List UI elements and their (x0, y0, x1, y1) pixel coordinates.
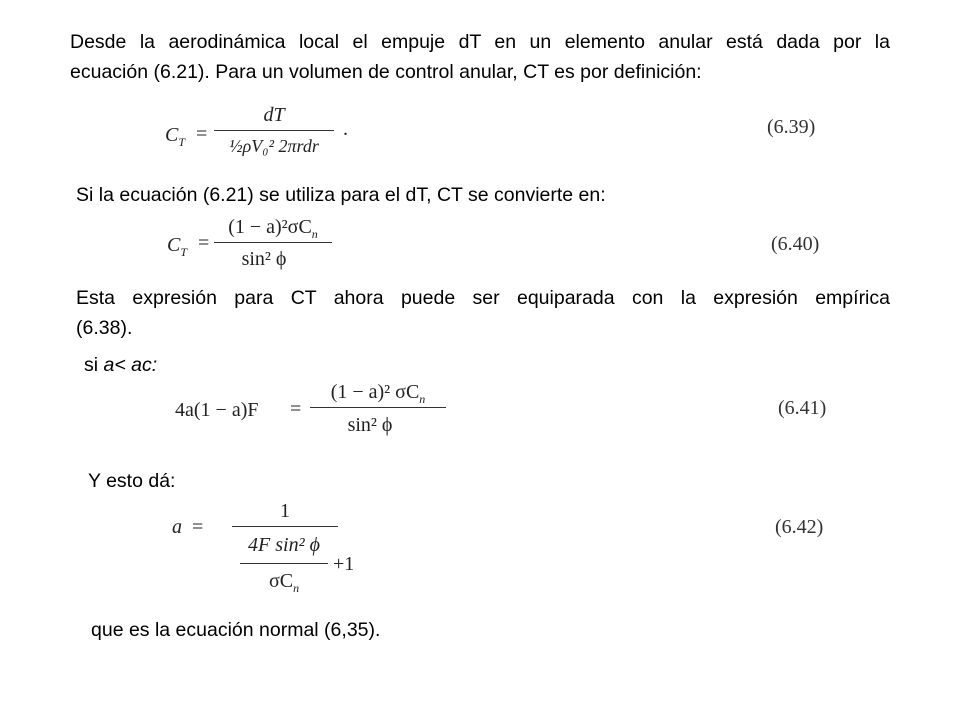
eq641-denominator: sin² ϕ (347, 414, 393, 436)
eq642-numerator: 1 (280, 500, 290, 522)
eq640-denominator: sin² ϕ (241, 248, 287, 270)
eq642-lhs: a (172, 516, 182, 538)
eq640-lhs: $C_T$ (167, 234, 188, 259)
eq641-fraction-bar (310, 407, 446, 408)
eq642-inner-denominator: $\sigma C_n$ (268, 570, 300, 595)
eq639-trailing-dot: . (343, 118, 348, 140)
paragraph-3-line-2: (6.38). (76, 317, 133, 339)
paragraph-3-line-1: Esta expresión para CT ahora puede ser equiparada con la expresión empírica (76, 287, 890, 309)
eq640-fraction-bar (214, 242, 332, 243)
paragraph-6: que es la ecuación normal (6,35). (91, 619, 381, 641)
eq639-denominator: ½ρV₀² 2πrdr (229, 136, 319, 156)
eq642-inner-fraction-bar (240, 563, 328, 564)
eq640-equals: = (198, 232, 210, 254)
eq639-equals: = (196, 123, 208, 145)
eq642-plus-one: +1 (333, 553, 355, 575)
eq642-number: (6.42) (775, 516, 824, 538)
eq640-numerator: $(1 - a)^2\sigma C_n$ (228, 216, 318, 241)
paragraph-4: si a< ac: (84, 354, 158, 376)
paragraph-5: Y esto dá: (88, 470, 176, 492)
paragraph-1-line-1: Desde la aerodinámica local el empuje dT en un elemento anular está dada por la (70, 31, 890, 53)
eq639-lhs: $C_T$ (165, 124, 186, 149)
eq639-number: (6.39) (767, 116, 816, 138)
paragraph-2: Si la ecuación (6.21) se utiliza para el dT, CT se convierte en: (76, 184, 606, 206)
eq641-numerator: (1 − a)² $\sigma C_n$ (330, 381, 426, 406)
eq641-lhs: 4a(1 − a)F (175, 399, 259, 421)
eq642-main-fraction-bar (232, 526, 338, 527)
paragraph-1-line-2: ecuación (6.21). Para un volumen de control anular, CT es por definición: (70, 61, 702, 83)
eq640-number: (6.40) (771, 233, 820, 255)
eq639-numerator: dT (263, 104, 285, 126)
eq642-inner-numerator: 4F sin² ϕ (248, 534, 320, 556)
eq641-number: (6.41) (778, 397, 827, 419)
eq641-equals: = (290, 398, 302, 420)
eq639-fraction-bar (214, 130, 334, 131)
eq642-equals: = (192, 516, 204, 538)
